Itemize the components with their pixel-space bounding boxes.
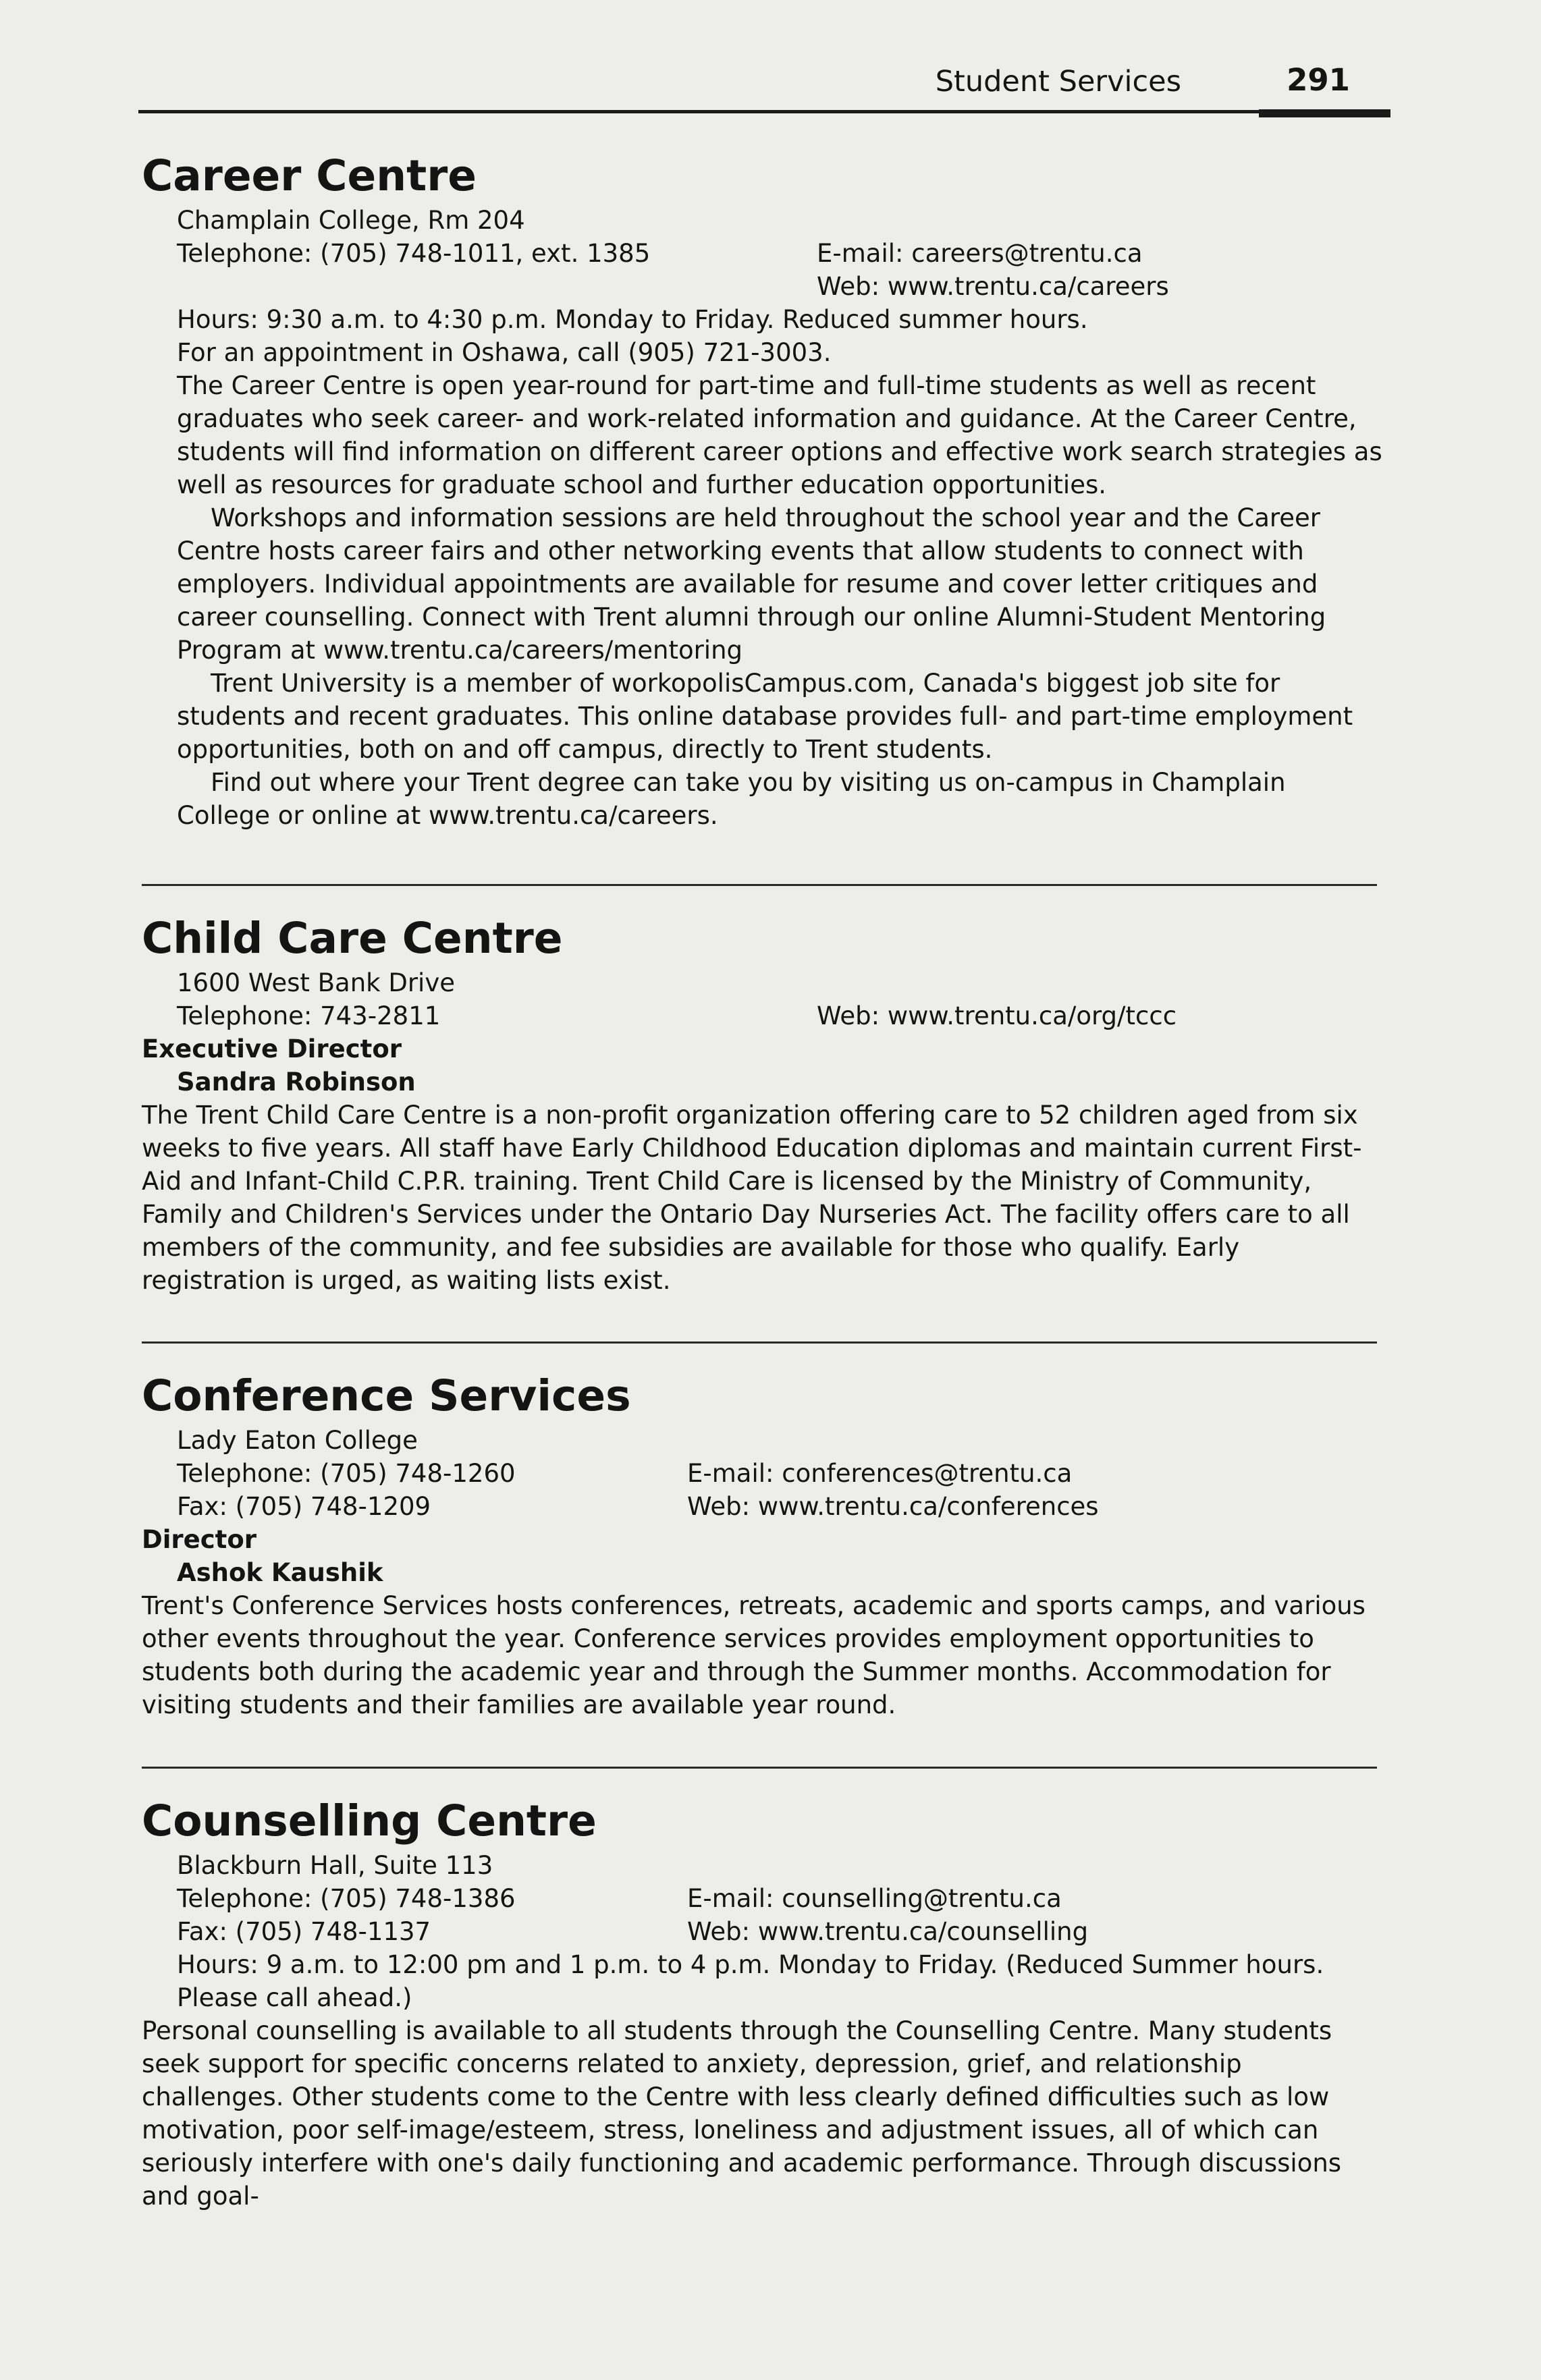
web-link[interactable]: Web: www.trentu.ca/org/tccc <box>817 1001 1177 1030</box>
paragraph: Trent University is a member of workopolisCampus.com, Canada's biggest job site for students and recent graduates. This online database provides full- and part-time employment opportunities, both on and off campus, directly to Trent students. <box>177 669 1353 764</box>
hours: Hours: 9:30 a.m. to 4:30 p.m. Monday to Friday. Reduced summer hours. <box>177 305 1088 334</box>
telephone: Telephone: 743-2811 <box>177 1001 441 1030</box>
paragraph: Find out where your Trent degree can take you by visiting us on-campus in Champlain College or online at www.trentu.ca/careers. <box>177 768 1286 830</box>
paragraph: Personal counselling is available to all students through the Counselling Centre. Many students seek support for specific concerns related to anxiety, depression, grief, and relationship challenges. Other students come to the Centre with less clearly defined difficulties such as low motivation, poor self-image/esteem, stress, loneliness and adjustment issues, all of which can seriously interfere with one's daily functioning and academic performance. Through discussions and goal- <box>142 2016 1342 2211</box>
paragraph: Trent's Conference Services hosts conferences, retreats, academic and sports camps, and various other events throughout the year. Conference services provides employment opportunities to students both during the academic year and through the Summer months. Accommodation for visiting students and their families are available year round. <box>142 1591 1366 1719</box>
paragraph: The Trent Child Care Centre is a non-profit organization offering care to 52 children aged from six weeks to five years. All staff have Early Childhood Education diplomas and maintain current First-Aid and Infant-Child C.P.R. training. Trent Child Care is licensed by the Ministry of Community, Family and Children's Services under the Ontario Day Nurseries Act. The facility offers care to all members of the community, and fee subsidies are available for those who qualify. Early registration is urged, as waiting lists exist. <box>142 1101 1362 1295</box>
role-label: Director <box>142 1525 257 1554</box>
email-link[interactable]: E-mail: counselling@trentu.ca <box>687 1884 1062 1913</box>
oshawa-note: For an appointment in Oshawa, call (905) 721-3003. <box>177 338 832 367</box>
telephone: Telephone: (705) 748-1260 <box>177 1459 516 1488</box>
web-link[interactable]: Web: www.trentu.ca/conferences <box>687 1492 1099 1521</box>
running-head-title: Student Services <box>935 65 1181 99</box>
page-number: 291 <box>1287 62 1350 98</box>
hours: Hours: 9 a.m. to 12:00 pm and 1 p.m. to 4 p.m. Monday to Friday. (Reduced Summer hours. Please call ahead.) <box>177 1950 1324 2012</box>
paragraph: The Career Centre is open year-round for part-time and full-time students as well as recent graduates who seek career- and work-related information and guidance. At the Career Centre, students will find information on different career options and effective work search strategies as well as resources for graduate school and further education opportunities. <box>177 371 1382 499</box>
section-divider <box>142 1341 1377 1344</box>
section-title: Career Centre <box>142 151 477 200</box>
role-label: Executive Director <box>142 1034 402 1063</box>
fax: Fax: (705) 748-1137 <box>177 1917 431 1946</box>
web-link[interactable]: Web: www.trentu.ca/careers <box>817 272 1169 301</box>
page-header <box>138 58 1390 124</box>
paragraph: Workshops and information sessions are held throughout the school year and the Career Centre hosts career fairs and other networking events that allow students to connect with employers. Individual appointments are available for resume and cover letter critiques and career counselling. Connect with Trent alumni through our online Alumni-Student Mentoring Program at www.trentu.ca/careers/mentoring <box>177 503 1326 665</box>
location: Blackburn Hall, Suite 113 <box>177 1851 493 1880</box>
person-name: Sandra Robinson <box>177 1068 416 1097</box>
location: 1600 West Bank Drive <box>177 968 455 997</box>
section-divider <box>142 1767 1377 1769</box>
section-title: Counselling Centre <box>142 1796 597 1846</box>
email-link[interactable]: E-mail: conferences@trentu.ca <box>687 1459 1073 1488</box>
header-tab-marker <box>1259 109 1390 117</box>
child-care-centre-section <box>142 912 1384 1297</box>
telephone: Telephone: (705) 748-1011, ext. 1385 <box>177 239 651 268</box>
telephone: Telephone: (705) 748-1386 <box>177 1884 516 1913</box>
location: Champlain College, Rm 204 <box>177 206 525 235</box>
header-rule <box>138 110 1390 113</box>
section-title: Child Care Centre <box>142 914 563 963</box>
career-centre-section <box>142 150 1384 832</box>
counselling-centre-section <box>142 1795 1384 2213</box>
location: Lady Eaton College <box>177 1426 418 1455</box>
section-divider <box>142 884 1377 886</box>
conference-services-section <box>142 1370 1384 1721</box>
person-name: Ashok Kaushik <box>177 1558 383 1587</box>
fax: Fax: (705) 748-1209 <box>177 1492 431 1521</box>
email-link[interactable]: E-mail: careers@trentu.ca <box>817 239 1143 268</box>
section-title: Conference Services <box>142 1371 631 1420</box>
web-link[interactable]: Web: www.trentu.ca/counselling <box>687 1917 1089 1946</box>
